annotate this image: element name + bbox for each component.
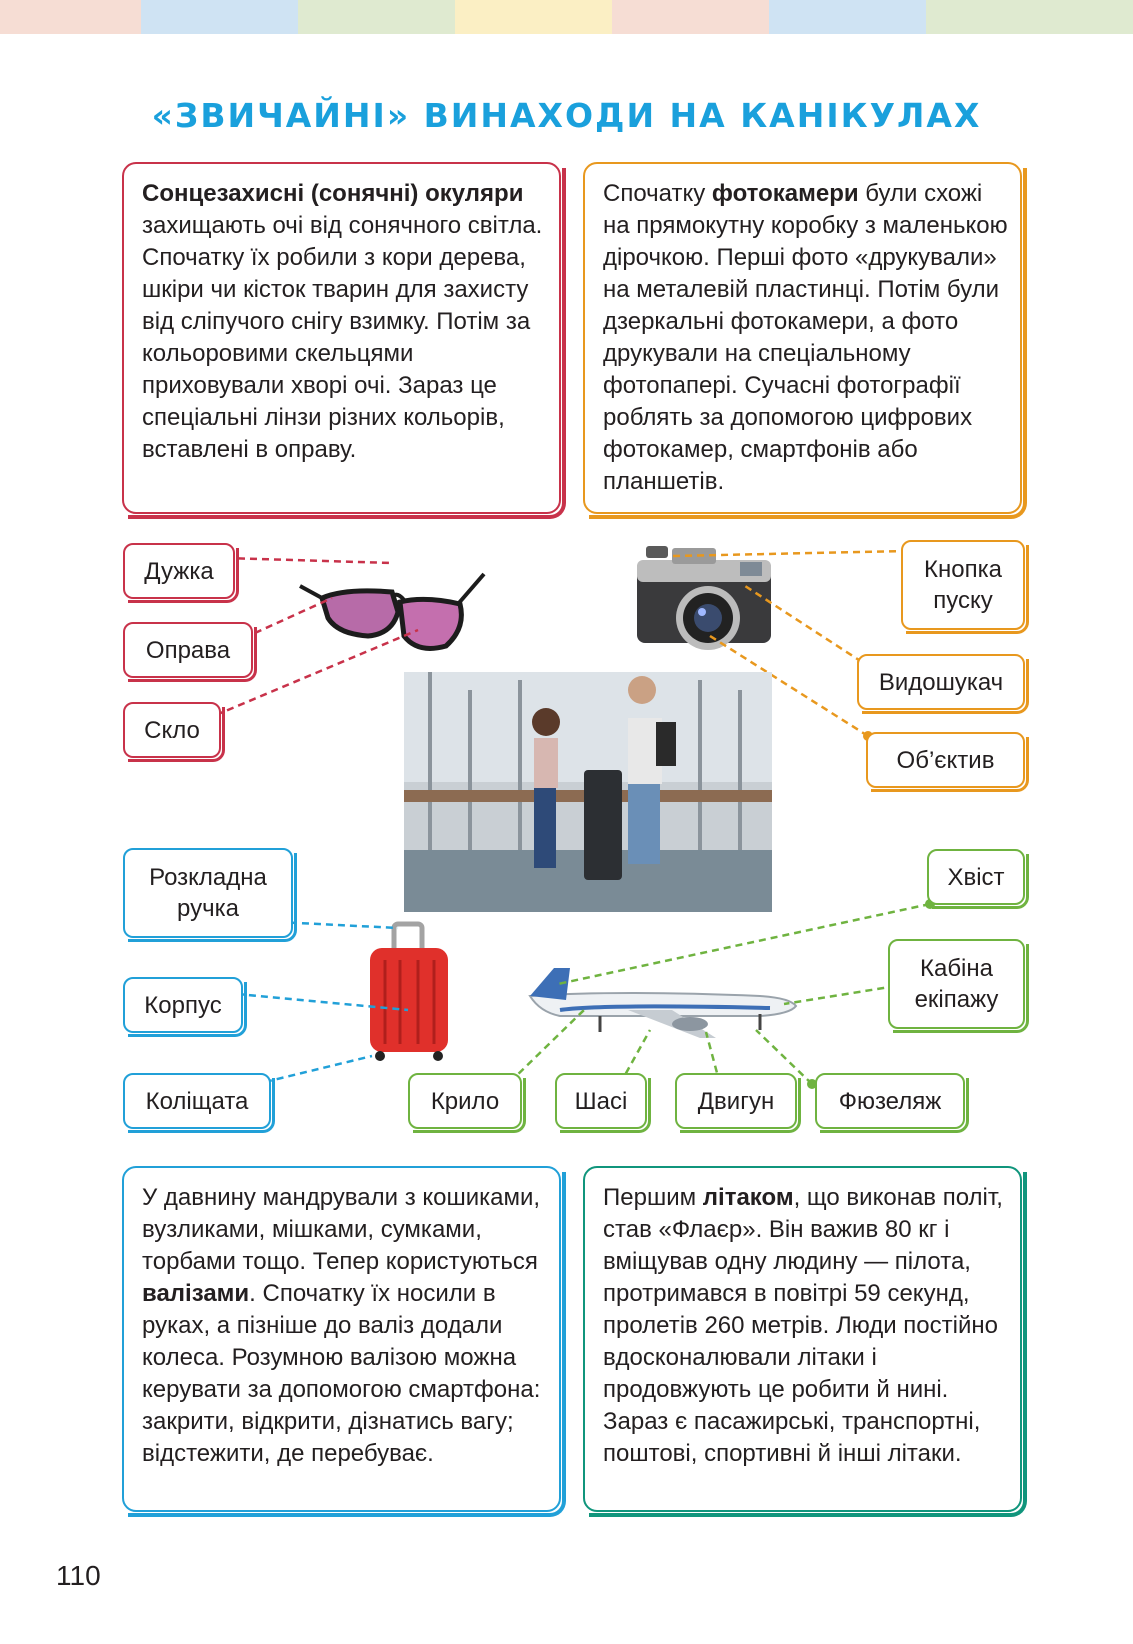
label-shutter-button: Кнопка пуску	[901, 540, 1025, 630]
label-cockpit: Кабіна екіпажу	[888, 939, 1025, 1029]
glasses-description: захищають очі від сонячного світла. Спочатку їх робили з кори дерева, шкіри чи кісток тварин для захисту від сліпучого снігу взимку. Потім за кольоровими скельцями приховували хворі очі. Зараз це спеціальні лінзи різних кольорів, вставлені в оправу.	[142, 212, 543, 463]
sunglasses-image	[300, 574, 484, 648]
airplane-text-start: Першим	[603, 1184, 703, 1211]
page-title: «ЗВИЧАЙНІ» ВИНАХОДИ НА КАНІКУЛАХ	[151, 96, 982, 135]
label-landing-gear: Шасі	[555, 1073, 647, 1129]
airplane-description: , що виконав політ, став «Флаєр». Він важив 80 кг і вміщував одну людину — пілота, протримався в повітрі 59 секунд, пролетів 260 метрів. Люди постійно вдосконалювали літаки і продовжують це робити й нині. Зараз є пасажирські, транспортні, поштові, спортивні й інші літаки.	[603, 1184, 1003, 1467]
suitcase-term: валізами	[142, 1280, 250, 1307]
label-viewfinder: Видошукач	[857, 654, 1025, 710]
label-folding-handle: Розкладна ручка	[123, 848, 293, 938]
page-number: 110	[56, 1560, 101, 1591]
suitcase-text-start: У давнину мандрували з кошиками, вузликами, мішками, сумками, торбами тощо. Тепер користуються	[142, 1184, 541, 1275]
camera-term: фотокамери	[711, 180, 859, 207]
suitcase-description: . Спочатку їх носили в руках, а пізніше до валіз додали колеса. Розумною валізою можна керувати за допомогою смартфона: закрити, відкрити, дізнатись вагу; відстежити, де перебуває.	[142, 1280, 541, 1467]
label-tail: Хвіст	[927, 849, 1025, 905]
airport-children-photo	[404, 672, 772, 912]
label-wheels: Коліщата	[123, 1073, 271, 1129]
label-suitcase-body: Корпус	[123, 977, 243, 1033]
label-lens: Скло	[123, 702, 221, 758]
airplane-image	[530, 968, 796, 1038]
airplane-term: літаком	[702, 1184, 794, 1211]
label-engine: Двигун	[675, 1073, 797, 1129]
label-frame: Оправа	[123, 622, 253, 678]
label-camera-lens: Об’єктив	[866, 732, 1025, 788]
glasses-term: Сонцезахисні (сонячні) окуляри	[142, 180, 524, 207]
camera-image	[637, 546, 771, 650]
camera-text-start: Спочатку	[603, 180, 712, 207]
label-temple: Дужка	[123, 543, 235, 599]
label-fuselage: Фюзеляж	[815, 1073, 965, 1129]
label-wing: Крило	[408, 1073, 522, 1129]
camera-description: були схожі на прямокутну коробку з маленькою дірочкою. Перші фото «друкували» на металевій пластинці. Потім були дзеркальні фотокамери, а фото друкували на спеціальному фотопапері. Сучасні фотографії роблять за допомогою цифрових фотокамер, смартфонів або планшетів.	[603, 180, 1008, 495]
suitcase-image	[370, 924, 448, 1061]
